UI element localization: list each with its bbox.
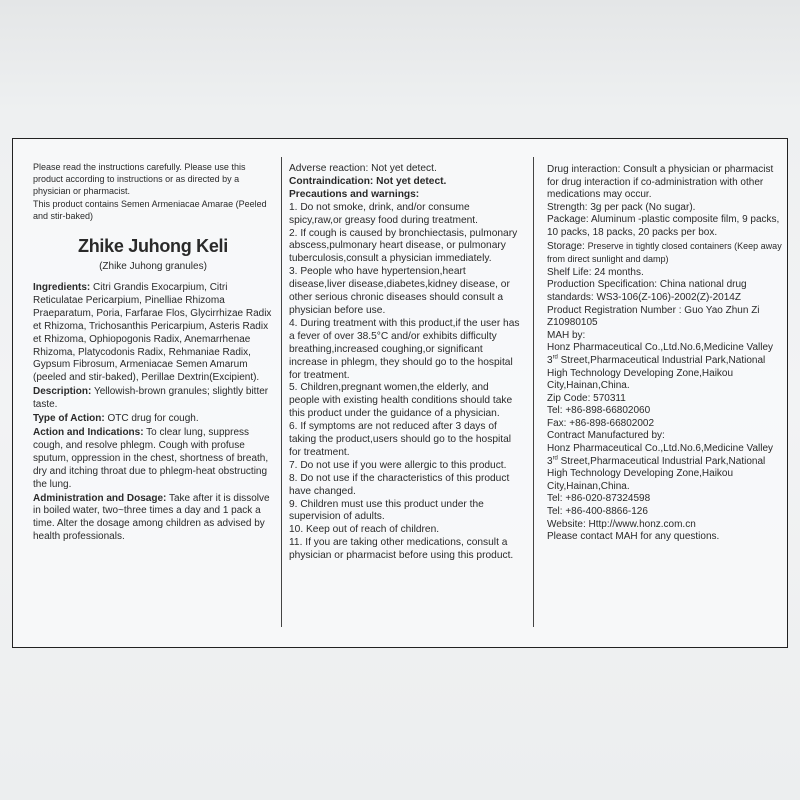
precaution-item: 3. People who have hypertension,heart disease,liver disease,diabetes,kidney disease, or other serious chronic diseases should consult a physician before use. [289,266,510,316]
contraindication: Contraindication: Not yet detect. [289,175,447,187]
action-section [33,427,273,492]
registration-label: Product Registration Number : [547,304,682,316]
strength-section [547,202,783,215]
production-spec-section [547,279,783,304]
ingredients-section [33,282,273,385]
contact-note: Please contact MAH for any questions. [547,531,720,543]
column-3 [547,164,783,544]
registration-text: Guo Yao Zhun Zi Z10980105 [547,304,760,329]
production-spec-text: China national drug standards: WS3-106(Z-106)-2002(Z)-2014Z [547,279,747,303]
ingredients-text: Citri Grandis Exocarpium, Citri Reticulatae Pericarpium, Pinelliae Rhizoma Praeparatum, Poria, Farfarae Flos, Glycirrhizae Radix et Rhizoma, Trichosanthis Pericarpium, Asteris Radix et Rhizoma, Ophiopogonis Radix, Anemarrhenae Rhizoma, Platycodonis Radix, Rehmaniae Radix, Gypsum Fibrosum, Armeniacae Semen Amarum (peeled and stir-baked), Perillae Dextrin(Excipient). [33,282,272,384]
package-label: Package: [547,214,589,226]
telephone-2: Tel: +86-020-87324598 [547,493,651,505]
shelf-life-label: Shelf Life: [547,266,592,278]
telephone-1: Tel: +86-898-66802060 [547,405,651,417]
precaution-item: 11. If you are taking other medications, consult a physician or pharmacist before using this product. [289,537,514,562]
precaution-item: 1. Do not smoke, drink, and/or consume spicy,raw,or greasy food during treatment. [289,201,478,226]
zip-code: Zip Code: 570311 [547,392,626,404]
telephone-3: Tel: +86-400-8866-126 [547,506,648,518]
mah-address: Honz Pharmaceutical Co.,Ltd.No.6,Medicine Valley 3rd Street,Pharmaceutical Industrial Park,National High Technology Developing Zone,Haikou City,Hainan,China. [547,342,774,392]
website: Website: Http://www.honz.com.cn [547,518,696,530]
contract-manufacturer-address: Honz Pharmaceutical Co.,Ltd.No.6,Medicine Valley 3rd Street,Pharmaceutical Industrial Park,National High Technology Developing Zone,Haikou City,Hainan,China. [547,443,774,492]
description-text: Yellowish-brown granules; slightly bitter taste. [33,386,269,411]
product-subtitle: (Zhike Juhong granules) [99,261,207,273]
action-label: Action and Indications: [33,426,144,438]
package-insert-sheet [12,138,788,648]
strength-label: Strength: [547,201,588,213]
storage-text: Preserve in tightly closed containers (Keep away from direct sunlight and damp) [547,240,782,265]
intro-text: Please read the instructions carefully. Please use this product according to instructions or as directed by a physician or pharmacist. [33,162,246,197]
storage-section [547,240,783,267]
precaution-item: 5. Children,pregnant women,the elderly, and people with existing health conditions should take this product under the guidance of a physician. [289,382,513,420]
storage-label: Storage: [547,240,585,252]
type-text: OTC drug for cough. [107,413,199,425]
column-2 [289,163,521,563]
precaution-item: 2. If cough is caused by bronchiectasis, pulmonary abscess,pulmonary heart disease, or pulmonary tuberculosis,consult a physician immediately. [289,227,518,265]
precaution-item: 4. During treatment with this product,if the user has a fever of over 38.5°C and/or exhibits difficulty breathing,increased coughing,or significant increase in phlegm, they should go to the hospital for treatment. [289,317,520,381]
precaution-item: 7. Do not use if you were allergic to this product. [289,459,507,471]
shelf-life-section [547,267,783,280]
contains-text: This product contains Semen Armeniacae Amarae (Peeled and stir-baked) [33,198,267,221]
column-divider-2 [533,157,534,627]
strength-text: 3g per pack (No sugar). [590,201,696,213]
drug-interaction-label: Drug interaction: [547,164,621,175]
type-label: Type of Action: [33,413,105,425]
admin-label: Administration and Dosage: [33,492,167,504]
mah-label: MAH by: [547,329,586,341]
precaution-item: 10. Keep out of reach of children. [289,524,440,536]
column-divider-1 [281,157,282,627]
column-1 [33,161,273,545]
action-text: To clear lung, suppress cough, and resolve phlegm. Cough with profuse sputum, oppression in the chest, shortness of breath, dry and itching throat due to phlegm-heat obstructing the lung. [33,426,269,490]
drug-interaction-section [547,164,783,202]
package-section [547,214,783,239]
precautions-label: Precautions and warnings: [289,188,420,200]
shelf-life-text: 24 months. [594,266,644,278]
description-label: Description: [33,386,92,398]
admin-section [33,493,273,545]
precaution-item: 8. Do not use if the characteristics of this product have changed. [289,472,510,497]
precaution-item: 9. Children must use this product under the supervision of adults. [289,498,484,523]
description-section [33,386,273,412]
registration-section [547,305,783,330]
contract-manufacturer-label: Contract Manufactured by: [547,430,665,442]
product-title: Zhike Juhong Keli [78,236,228,257]
ingredients-label: Ingredients: [33,282,91,294]
type-section [33,413,273,426]
admin-text: Take after it is dissolve in boiled water, two~three times a day and 1 pack a time. Alter the dosage among children as advised by health professionals. [33,492,270,543]
adverse-reaction: Adverse reaction: Not yet detect. [289,163,437,174]
package-text: Aluminum -plastic composite film, 9 packs, 10 packs, 18 packs, 20 packs per box. [547,214,780,238]
precaution-item: 6. If symptoms are not reduced after 3 days of taking the product,users should go to the hospital for treatment. [289,421,512,458]
drug-interaction-text: Consult a physician or pharmacist for drug interaction if co-administration with other medications may occur. [547,164,774,201]
production-spec-label: Production Specification: [547,279,658,291]
fax: Fax: +86-898-66802002 [547,417,655,429]
